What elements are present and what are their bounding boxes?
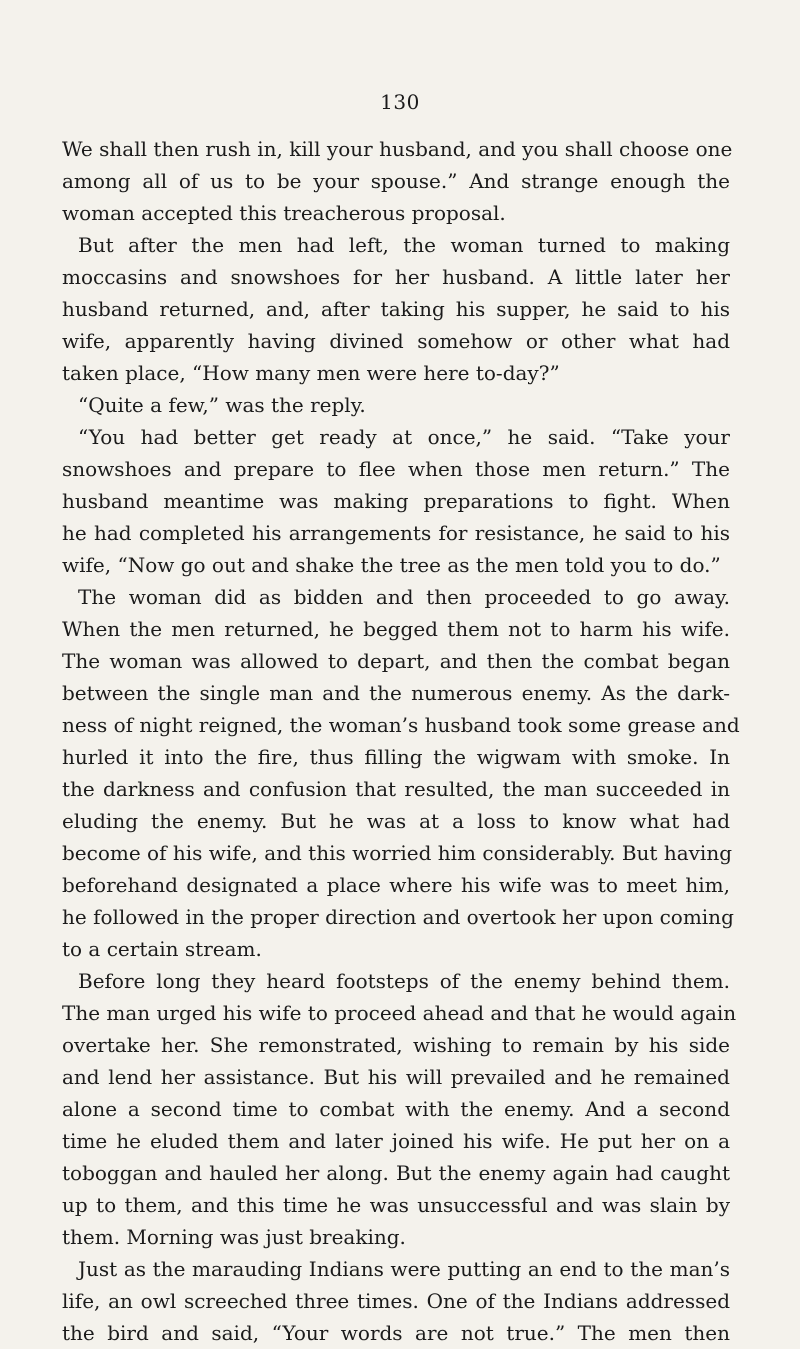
text-line: wife, “Now go out and shake the tree as the men told you to do.” — [62, 553, 721, 577]
text-line: The woman did as bidden and then proceeded to go away. — [78, 585, 730, 609]
text-line: But after the men had left, the woman turned to making — [78, 233, 730, 257]
text-line: he followed in the proper direction and overtook her upon coming — [62, 905, 734, 929]
text-line: The woman was allowed to depart, and then the combat began — [62, 649, 730, 673]
text-line: woman accepted this treacherous proposal. — [62, 201, 506, 225]
text-line: Just as the marauding Indians were putting an end to the man’s — [78, 1257, 730, 1281]
text-line: among all of us to be your spouse.” And strange enough the — [62, 169, 730, 193]
text-line: wife, apparently having divined somehow or other what had — [62, 329, 730, 353]
text-line: “You had better get ready at once,” he said. “Take your — [78, 425, 730, 449]
text-line: the bird and said, “Your words are not true.” The men then — [62, 1321, 730, 1345]
text-line: and lend her assistance. But his will prevailed and he remained — [62, 1065, 730, 1089]
text-line: time he eluded them and later joined his wife. He put her on a — [62, 1129, 730, 1153]
text-line: become of his wife, and this worried him considerably. But having — [62, 841, 732, 865]
text-line: The man urged his wife to proceed ahead and that he would again — [62, 1001, 737, 1025]
text-line: the darkness and confusion that resulted, the man succeeded in — [62, 777, 730, 801]
text-line: he had completed his arrangements for resistance, he said to his — [62, 521, 730, 545]
text-line: When the men returned, he begged them not to harm his wife. — [62, 617, 730, 641]
text-line: “Quite a few,” was the reply. — [78, 393, 366, 417]
body-text — [62, 133, 740, 1349]
text-line: alone a second time to combat with the enemy. And a second — [62, 1097, 730, 1121]
text-line: life, an owl screeched three times. One of the Indians addressed — [62, 1289, 730, 1313]
text-line: snowshoes and prepare to flee when those men return.” The — [62, 457, 730, 481]
text-line: hurled it into the fire, thus filling the wigwam with smoke. In — [62, 745, 730, 769]
text-line: husband meantime was making preparations to fight. When — [62, 489, 730, 513]
text-line: moccasins and snowshoes for her husband. A little later her — [62, 265, 730, 289]
text-line: beforehand designated a place where his wife was to meet him, — [62, 873, 730, 897]
text-line: to a certain stream. — [62, 937, 262, 961]
page-number: 130 — [380, 90, 420, 114]
text-line: overtake her. She remonstrated, wishing to remain by his side — [62, 1033, 730, 1057]
text-line: Before long they heard footsteps of the enemy behind them. — [78, 969, 730, 993]
text-line: ness of night reigned, the woman’s husband took some grease and — [62, 713, 740, 737]
text-line: them. Morning was just breaking. — [62, 1225, 406, 1249]
text-line: between the single man and the numerous enemy. As the dark- — [62, 681, 730, 705]
text-line: We shall then rush in, kill your husband, and you shall choose one — [62, 137, 733, 161]
text-line: toboggan and hauled her along. But the enemy again had caught — [62, 1161, 730, 1185]
text-line: eluding the enemy. But he was at a loss to know what had — [62, 809, 730, 833]
text-line: husband returned, and, after taking his supper, he said to his — [62, 297, 730, 321]
text-line: up to them, and this time he was unsuccessful and was slain by — [62, 1193, 730, 1217]
text-line: taken place, “How many men were here to-day?” — [62, 361, 560, 385]
